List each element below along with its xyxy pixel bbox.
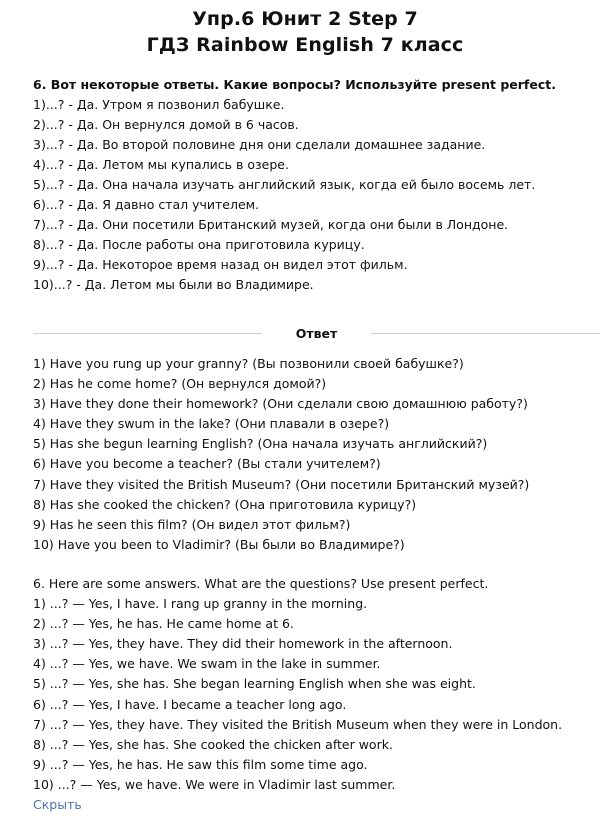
answer-item: 3) Have they done their homework? (Они сделали свою домашнюю работу?) (33, 396, 528, 412)
answer-item: 1) Have you rung up your granny? (Вы позвонили своей бабушке?) (33, 356, 464, 371)
answer-divider (33, 322, 600, 344)
english-item: 7) ...? — Yes, they have. They visited the British Museum when they were in London. (33, 716, 563, 732)
english-heading: 6. Here are some answers. What are the questions? Use present perfect. (33, 576, 489, 591)
exercise-item: 8)...? - Да. После работы она приготовила курицу. (33, 237, 365, 252)
answer-item: 6) Have you become a teacher? (Вы стали учителем?) (33, 456, 381, 472)
hide-answer-link[interactable]: Скрыть (33, 797, 82, 812)
answer-item: 2) Has he come home? (Он вернулся домой?) (33, 376, 327, 392)
english-item: 4) ...? — Yes, we have. We swam in the lake in summer. (33, 656, 381, 672)
page-title (0, 0, 610, 58)
answer-item: 7) Have they visited the British Museum? (Они посетили Британский музей?) (33, 476, 530, 492)
exercise-item: 1)...? - Да. Утром я позвонил бабушке. (33, 97, 285, 112)
answer-item: 4) Have they swum in the lake? (Они плавали в озере?) (33, 416, 390, 432)
exercise-item: 2)...? - Да. Он вернулся домой в 6 часов. (33, 117, 299, 132)
exercise-item: 5)...? - Да. Она начала изучать английский язык, когда ей было восемь лет. (33, 177, 536, 192)
answers-list (33, 354, 603, 555)
answer-item: 8) Has she cooked the chicken? (Она приготовила курицу?) (33, 496, 417, 512)
answer-item: 5) Has she begun learning English? (Она начала изучать английский?) (33, 436, 488, 452)
english-item: 1) ...? — Yes, I have. I rang up granny in the morning. (33, 596, 368, 612)
english-item: 5) ...? — Yes, she has. She began learning English when she was eight. (33, 676, 476, 692)
english-item: 9) ...? — Yes, he has. He saw this film some time ago. (33, 756, 368, 772)
exercise-task-ru (33, 75, 593, 295)
answer-item: 10) Have you been to Vladimir? (Вы были во Владимире?) (33, 536, 405, 552)
exercise-item: 6)...? - Да. Я давно стал учителем. (33, 197, 260, 212)
divider-line-right (371, 333, 600, 334)
exercise-item: 7)...? - Да. Они посетили Британский музей, когда они были в Лондоне. (33, 217, 509, 232)
english-item: 2) ...? — Yes, he has. He came home at 6. (33, 616, 294, 632)
divider-line-left (33, 333, 262, 334)
exercise-task-en (33, 574, 603, 795)
title-line-2: ГДЗ Rainbow English 7 класс (146, 34, 464, 56)
exercise-heading: 6. Вот некоторые ответы. Какие вопросы? Используйте present perfect. (33, 77, 556, 92)
exercise-item: 9)...? - Да. Некоторое время назад он видел этот фильм. (33, 257, 408, 272)
english-item: 6) ...? — Yes, I have. I became a teacher long ago. (33, 696, 347, 712)
english-item: 3) ...? — Yes, they have. They did their homework in the afternoon. (33, 636, 453, 652)
answer-label: Ответ (295, 325, 338, 341)
exercise-item: 3)...? - Да. Во второй половине дня они сделали домашнее задание. (33, 137, 486, 152)
exercise-item: 4)...? - Да. Летом мы купались в озере. (33, 157, 289, 172)
title-line-1: Упр.6 Юнит 2 Step 7 (192, 8, 418, 30)
answer-item: 9) Has he seen this film? (Он видел этот фильм?) (33, 516, 351, 532)
english-item: 10) ...? — Yes, we have. We were in Vladimir last summer. (33, 776, 396, 792)
english-item: 8) ...? — Yes, she has. She cooked the chicken after work. (33, 736, 393, 752)
exercise-item: 10)...? - Да. Летом мы были во Владимире. (33, 277, 314, 292)
